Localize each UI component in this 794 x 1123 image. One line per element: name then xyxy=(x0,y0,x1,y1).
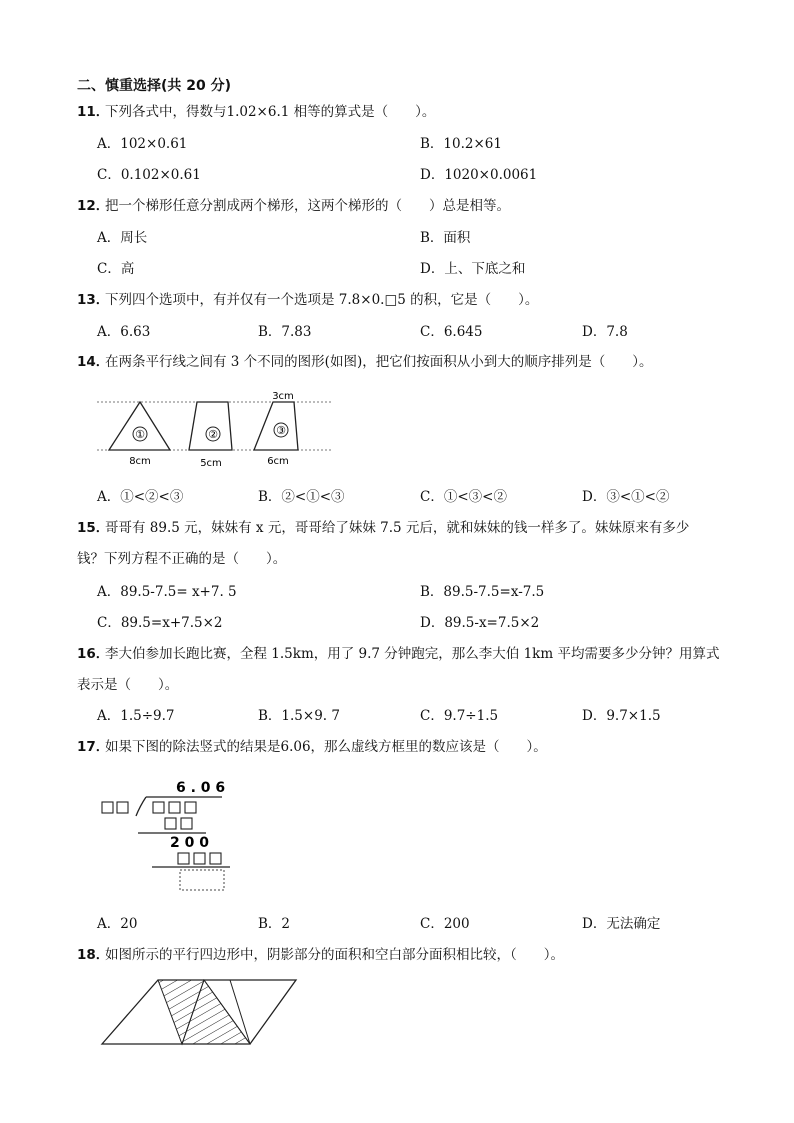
option-b: B．面积 xyxy=(420,230,471,246)
option-c: C．9.7÷1.5 xyxy=(420,708,499,724)
question-text: 如果下图的除法竖式的结果是6.06，那么虚线方框里的数应该是（ ）。 xyxy=(105,739,547,755)
dividend-box-1 xyxy=(153,802,164,813)
dim-bottom-3: 6cm xyxy=(267,456,289,467)
question-text-line1: 哥哥有 89.5 元，妹妹有 x 元，哥哥给了妹妹 7.5 元后，就和妹妹的钱一样多了。妹妹原来有多少 xyxy=(105,520,690,536)
option-a: A．20 xyxy=(97,916,138,932)
quotient-digits: 6 . 0 6 xyxy=(176,780,226,796)
option-d: D．1020×0.0061 xyxy=(420,167,538,183)
question-text: 下列各式中，得数与1.02×6.1 相等的算式是（ ）。 xyxy=(105,104,436,120)
option-b: B．②<①<③ xyxy=(258,489,345,505)
question-text-line2: 表示是（ ）。 xyxy=(77,677,179,693)
option-a: A．102×0.61 xyxy=(97,136,188,152)
long-division-figure xyxy=(98,776,238,896)
option-b: B．10.2×61 xyxy=(420,136,502,152)
question-number: 17． xyxy=(77,739,110,755)
question-number: 16． xyxy=(77,646,110,662)
dividend-box-3 xyxy=(185,802,196,813)
product-box-1 xyxy=(165,818,176,829)
option-d: D．上、下底之和 xyxy=(420,261,526,277)
question-number: 13． xyxy=(77,292,110,308)
dividend-box-2 xyxy=(169,802,180,813)
question-number: 11． xyxy=(77,104,110,120)
option-a: A．1.5÷9.7 xyxy=(97,708,175,724)
option-b: B．2 xyxy=(258,916,291,932)
question-text: 如图所示的平行四边形中，阴影部分的面积和空白部分面积相比较，（ ）。 xyxy=(105,947,564,963)
option-b: B．7.83 xyxy=(258,324,312,340)
question-number: 18． xyxy=(77,947,110,963)
dim-bottom-2: 5cm xyxy=(200,458,222,469)
option-d: D．无法确定 xyxy=(582,916,661,932)
divisor-box-2 xyxy=(117,802,128,813)
option-d: D．7.8 xyxy=(582,324,628,340)
option-c: C．89.5=x+7.5×2 xyxy=(97,615,223,631)
option-b: B．89.5-7.5=x-7.5 xyxy=(420,584,545,600)
dim-bottom-1: 8cm xyxy=(129,456,151,467)
product2-box-2 xyxy=(194,853,205,864)
shape-2-label: ② xyxy=(208,428,218,441)
question-text: 在两条平行线之间有 3 个不同的图形(如图)，把它们按面积从小到大的顺序排列是（ ）。 xyxy=(105,354,653,370)
question-number: 12． xyxy=(77,198,110,214)
question-number: 14． xyxy=(77,354,110,370)
product2-box-1 xyxy=(178,853,189,864)
divisor-box-1 xyxy=(102,802,113,813)
option-a: A．周长 xyxy=(97,230,148,246)
triangle-shape xyxy=(109,402,170,450)
option-b: B．1.5×9. 7 xyxy=(258,708,340,724)
option-c: C．200 xyxy=(420,916,470,932)
parallel-lines-figure xyxy=(97,390,337,470)
question-number: 15． xyxy=(77,520,110,536)
remainder-200: 2 0 0 xyxy=(170,835,209,851)
question-text: 把一个梯形任意分割成两个梯形，这两个梯形的（ ）总是相等。 xyxy=(105,198,510,214)
question-text: 下列四个选项中，有并仅有一个选项是 7.8×0.□5 的积，它是（ ）。 xyxy=(105,292,539,308)
dashed-answer-box xyxy=(180,870,224,890)
question-text-line2: 钱？下列方程不正确的是（ ）。 xyxy=(77,551,287,567)
shape-1-label: ① xyxy=(135,428,145,441)
parallelogram-figure xyxy=(100,976,320,1056)
option-a: A．89.5-7.5= x+7. 5 xyxy=(97,584,237,600)
dim-top-label: 3cm xyxy=(272,391,294,402)
option-c: C．高 xyxy=(97,261,135,277)
option-d: D．89.5-x=7.5×2 xyxy=(420,615,540,631)
option-c: C．0.102×0.61 xyxy=(97,167,201,183)
product2-box-3 xyxy=(210,853,221,864)
option-d: D．③<①<② xyxy=(582,489,670,505)
parallelogram-shape xyxy=(189,402,232,450)
question-text-line1: 李大伯参加长跑比赛，全程 1.5km，用了 9.7 分钟跑完，那么李大伯 1km 平均需要多少分钟？用算式 xyxy=(105,646,720,662)
shape-3-label: ③ xyxy=(276,424,286,437)
section-title: 二、慎重选择(共 20 分) xyxy=(77,78,232,94)
option-a: A．6.63 xyxy=(97,324,151,340)
option-d: D．9.7×1.5 xyxy=(582,708,661,724)
option-c: C．①<③<② xyxy=(420,489,507,505)
product-box-2 xyxy=(181,818,192,829)
option-a: A．①<②<③ xyxy=(97,489,184,505)
option-c: C．6.645 xyxy=(420,324,483,340)
